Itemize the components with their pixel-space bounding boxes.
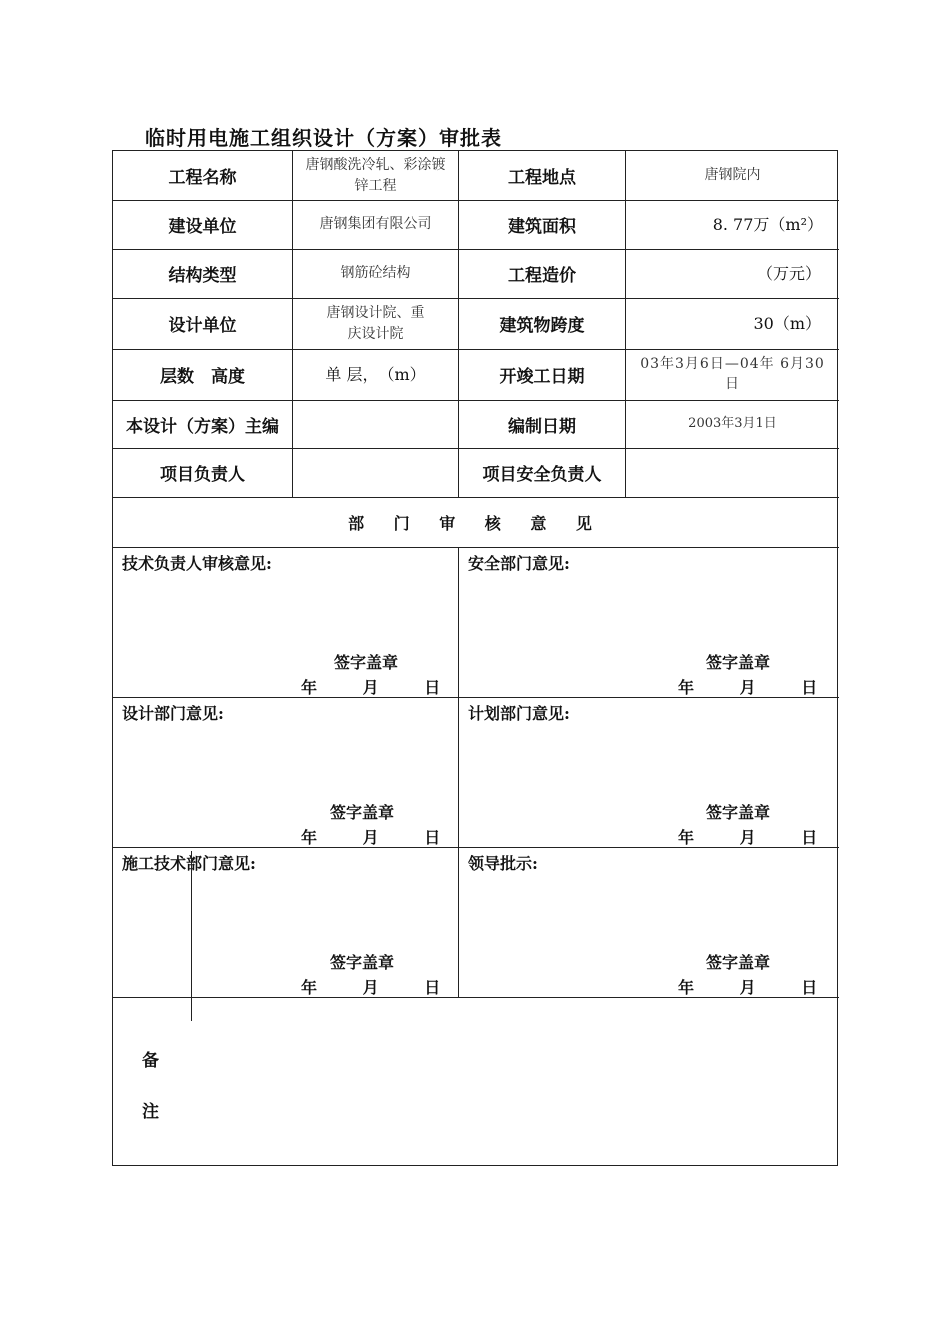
design-unit-label: 设计单位 bbox=[168, 316, 237, 336]
date-line bbox=[301, 825, 440, 848]
signature-stamp-label: 签字盖章 bbox=[330, 953, 395, 972]
year-label: 年 bbox=[301, 978, 318, 997]
day-label: 日 bbox=[424, 828, 441, 847]
leader-instruction-label: 领导批示: bbox=[468, 854, 538, 873]
floors-height-value: 单 层， （m） bbox=[325, 364, 426, 384]
safety-manager-value bbox=[626, 448, 839, 497]
safety-manager-label: 项目安全负责人 bbox=[482, 465, 602, 485]
safety-dept-opinion-label: 安全部门意见: bbox=[468, 554, 570, 573]
building-area-label: 建筑面积 bbox=[508, 217, 576, 237]
project-location-label: 工程地点 bbox=[508, 168, 576, 188]
month-label: 月 bbox=[739, 678, 756, 697]
construction-unit-label: 建设单位 bbox=[168, 217, 237, 237]
year-label: 年 bbox=[678, 828, 695, 847]
building-area-value: 8. 77万（m²） bbox=[712, 214, 823, 234]
compile-date-value: 2003年3月1日 bbox=[688, 416, 777, 432]
project-name-value: 唐钢酸洗冷轧、彩涂镀锌工程 bbox=[305, 156, 446, 194]
day-label: 日 bbox=[424, 978, 441, 997]
signature-stamp-label: 签字盖章 bbox=[334, 653, 399, 672]
structure-type-label: 结构类型 bbox=[168, 266, 237, 286]
section-title: 部 门 审 核 意 见 bbox=[348, 513, 604, 533]
date-line bbox=[301, 975, 440, 998]
tech-lead-opinion-label: 技术负责人审核意见: bbox=[122, 554, 272, 573]
design-dept-opinion-label: 设计部门意见: bbox=[122, 704, 224, 723]
project-cost-label: 工程造价 bbox=[508, 266, 576, 286]
signature-stamp-label: 签字盖章 bbox=[706, 803, 771, 822]
stray-divider-line bbox=[191, 851, 192, 1021]
date-line bbox=[678, 825, 817, 848]
remark-label-line1: 备 bbox=[142, 1051, 159, 1071]
month-label: 月 bbox=[739, 828, 756, 847]
signature-stamp-label: 签字盖章 bbox=[706, 653, 771, 672]
construction-tech-opinion-label: 施工技术部门意见: bbox=[122, 854, 256, 873]
year-label: 年 bbox=[301, 678, 318, 697]
start-end-date-label: 开竣工日期 bbox=[499, 367, 585, 387]
month-label: 月 bbox=[362, 678, 379, 697]
day-label: 日 bbox=[801, 678, 818, 697]
remark-label-line2: 注 bbox=[142, 1102, 159, 1122]
floors-height-label: 层数 高度 bbox=[160, 367, 245, 387]
project-manager-value bbox=[293, 448, 458, 497]
year-label: 年 bbox=[678, 678, 695, 697]
construction-unit-value: 唐钢集团有限公司 bbox=[319, 216, 432, 232]
day-label: 日 bbox=[801, 828, 818, 847]
project-location-value: 唐钢院内 bbox=[704, 167, 761, 183]
building-span-value: 30（m） bbox=[753, 313, 821, 333]
chief-editor-value bbox=[293, 400, 458, 448]
month-label: 月 bbox=[362, 828, 379, 847]
project-manager-label: 项目负责人 bbox=[160, 465, 245, 485]
day-label: 日 bbox=[801, 978, 818, 997]
day-label: 日 bbox=[424, 678, 441, 697]
structure-type-value: 钢筋砼结构 bbox=[340, 265, 411, 281]
design-unit-value: 唐钢设计院、重庆设计院 bbox=[326, 304, 425, 342]
month-label: 月 bbox=[739, 978, 756, 997]
signature-stamp-label: 签字盖章 bbox=[706, 953, 771, 972]
year-label: 年 bbox=[678, 978, 695, 997]
month-label: 月 bbox=[362, 978, 379, 997]
project-cost-value: （万元） bbox=[756, 263, 821, 283]
date-line bbox=[678, 975, 817, 998]
compile-date-label: 编制日期 bbox=[508, 416, 576, 437]
page-title: 临时用电施工组织设计（方案）审批表 bbox=[145, 126, 502, 150]
year-label: 年 bbox=[301, 828, 318, 847]
date-line bbox=[678, 675, 817, 698]
start-end-date-value: 03年3月6日—04年 6月30日 bbox=[640, 355, 825, 392]
date-line bbox=[301, 675, 440, 698]
signature-stamp-label: 签字盖章 bbox=[330, 803, 395, 822]
planning-dept-opinion-label: 计划部门意见: bbox=[468, 704, 570, 723]
chief-editor-label: 本设计（方案）主编 bbox=[126, 416, 279, 437]
approval-form-table bbox=[112, 150, 838, 1166]
project-name-label: 工程名称 bbox=[168, 168, 237, 188]
building-span-label: 建筑物跨度 bbox=[499, 316, 585, 336]
